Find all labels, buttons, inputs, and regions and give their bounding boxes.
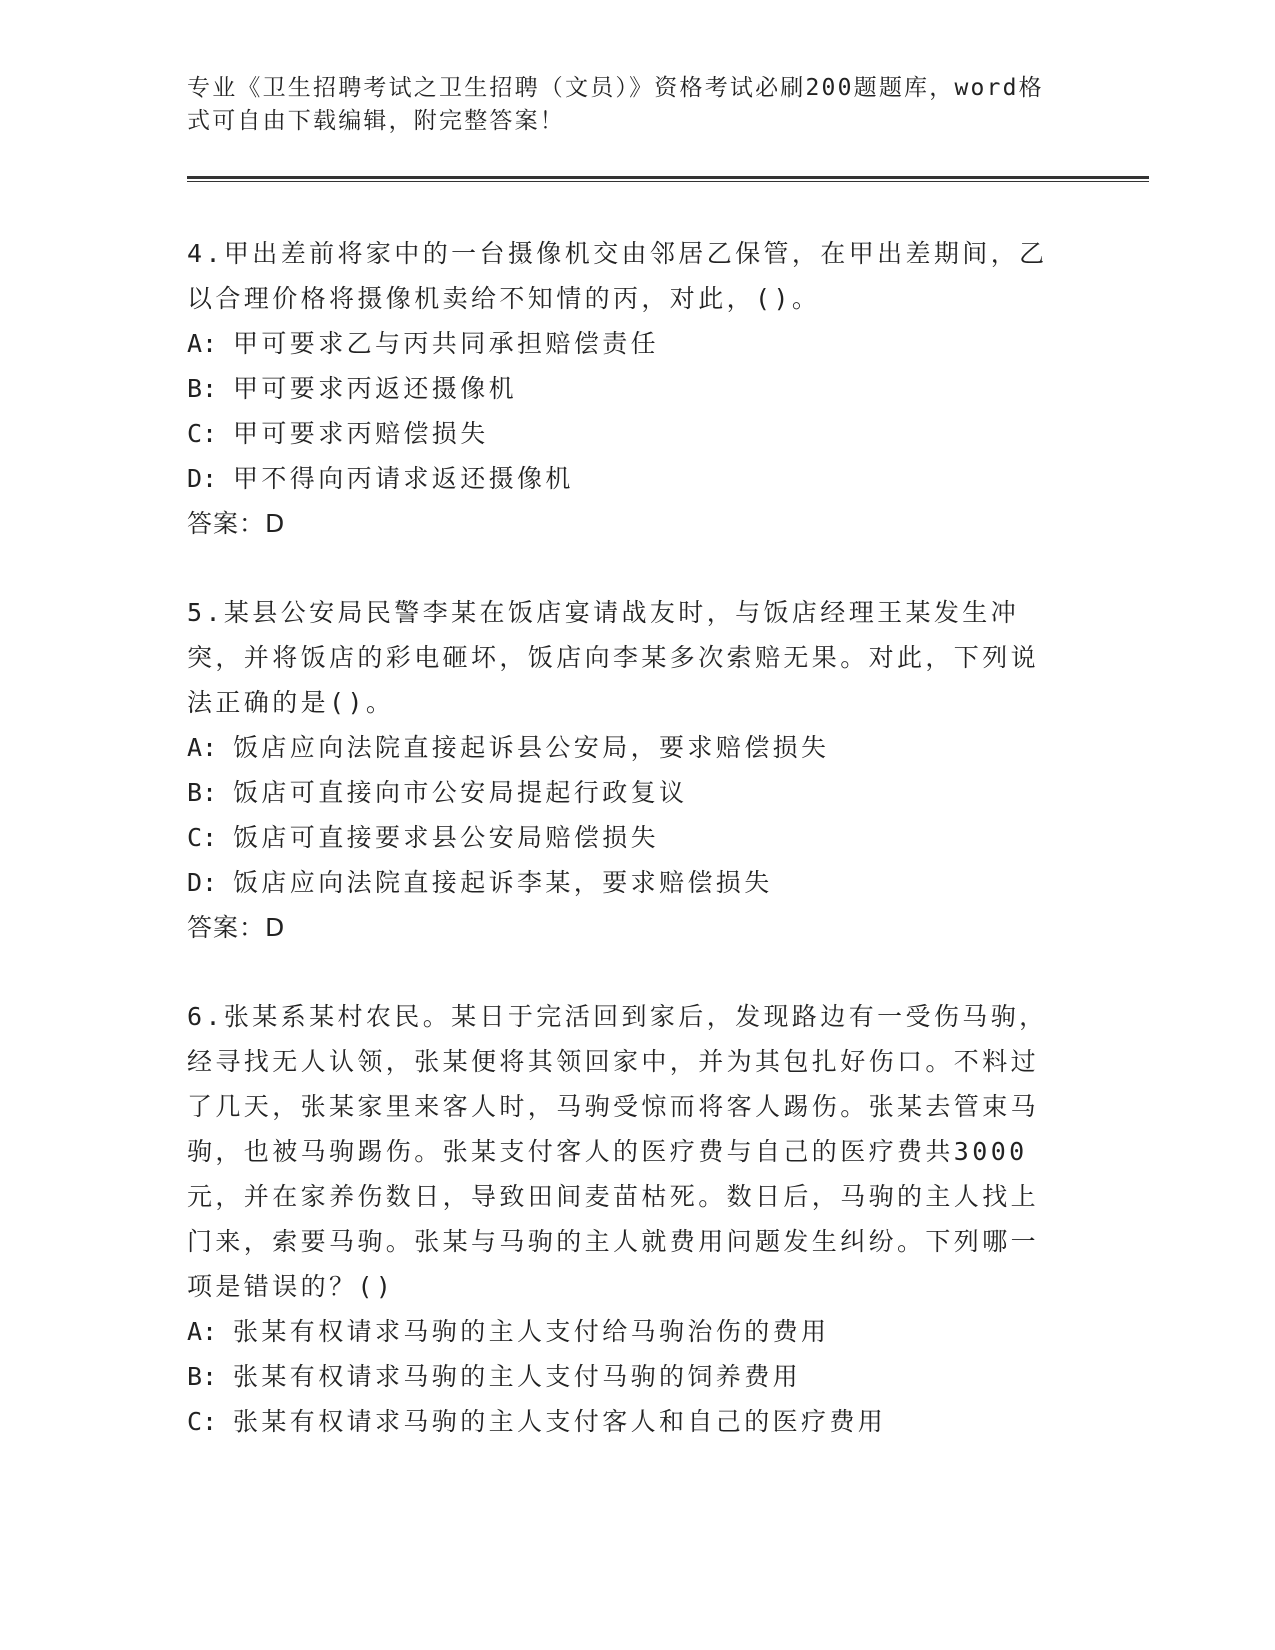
- answer-label: 答案：D: [187, 509, 286, 538]
- question-4: [187, 231, 1147, 546]
- header-divider: [187, 176, 1149, 182]
- option-key: C:: [187, 823, 218, 852]
- option-a: [187, 725, 1147, 770]
- option-a: [187, 1309, 1147, 1354]
- option-key: A:: [187, 733, 218, 762]
- option-text: 饭店可直接要求县公安局赔偿损失: [233, 823, 660, 852]
- option-text: 饭店应向法院直接起诉县公安局，要求赔偿损失: [233, 733, 830, 762]
- option-c: [187, 1399, 1147, 1444]
- option-d: [187, 860, 1147, 905]
- option-key: B:: [187, 374, 218, 403]
- option-key: A:: [187, 329, 218, 358]
- option-text: 甲可要求丙返还摄像机: [233, 374, 518, 403]
- question-stem: 4.甲出差前将家中的一台摄像机交由邻居乙保管，在甲出差期间，乙以合理价格将摄像机卖给不知情的丙，对此，()。: [187, 239, 1048, 313]
- option-c: [187, 815, 1147, 860]
- option-text: 甲可要求丙赔偿损失: [233, 419, 489, 448]
- question-5: [187, 590, 1147, 950]
- option-text: 张某有权请求马驹的主人支付给马驹治伤的费用: [233, 1317, 830, 1346]
- option-text: 张某有权请求马驹的主人支付客人和自己的医疗费用: [233, 1407, 887, 1436]
- answer-label: 答案：D: [187, 913, 286, 942]
- document-page: [187, 72, 1147, 1444]
- option-d: [187, 456, 1147, 501]
- option-a: [187, 321, 1147, 366]
- document-header: 专业《卫生招聘考试之卫生招聘（文员）》资格考试必刷200题题库，word格式可自由下载编辑，附完整答案！: [187, 75, 1044, 134]
- option-key: C:: [187, 419, 218, 448]
- option-text: 饭店应向法院直接起诉李某，要求赔偿损失: [233, 868, 773, 897]
- option-key: B:: [187, 778, 218, 807]
- option-key: D:: [187, 868, 218, 897]
- option-c: [187, 411, 1147, 456]
- option-key: C:: [187, 1407, 218, 1436]
- option-b: [187, 770, 1147, 815]
- question-stem: 5.某县公安局民警李某在饭店宴请战友时，与饭店经理王某发生冲突，并将饭店的彩电砸坏，饭店向李某多次索赔无果。对此，下列说法正确的是()。: [187, 598, 1040, 717]
- option-text: 甲可要求乙与丙共同承担赔偿责任: [233, 329, 660, 358]
- option-b: [187, 1354, 1147, 1399]
- option-text: 甲不得向丙请求返还摄像机: [233, 464, 574, 493]
- option-key: D:: [187, 464, 218, 493]
- option-b: [187, 366, 1147, 411]
- question-6: [187, 994, 1147, 1444]
- option-key: B:: [187, 1362, 218, 1391]
- option-key: A:: [187, 1317, 218, 1346]
- option-text: 张某有权请求马驹的主人支付马驹的饲养费用: [233, 1362, 802, 1391]
- question-stem: 6.张某系某村农民。某日于完活回到家后，发现路边有一受伤马驹，经寻找无人认领，张某便将其领回家中，并为其包扎好伤口。不料过了几天，张某家里来客人时，马驹受惊而将客人踢伤。张某去管束马驹，也被马驹踢伤。张某支付客人的医疗费与自己的医疗费共3000元，并在家养伤数日，导致田间麦苗枯死。数日后，马驹的主人找上门来，索要马驹。张某与马驹的主人就费用问题发生纠纷。下列哪一项是错误的？(): [187, 1002, 1048, 1301]
- option-text: 饭店可直接向市公安局提起行政复议: [233, 778, 688, 807]
